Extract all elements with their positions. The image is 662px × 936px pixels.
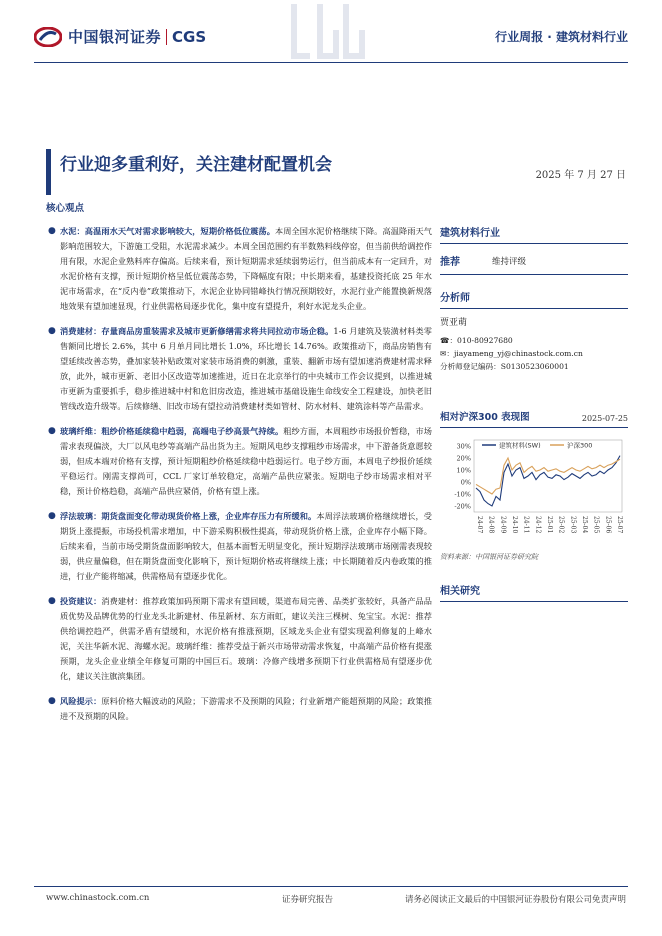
bullet-body: 1-6 月建筑及装潢材料类零售额同比增长 2.6%，其中 6 月单月同比增长 1.0%，环比增长 14.76%。政策推动下，商品房销售有望延续改善态势，叠加家装补贴政策对家装市场消费的刺激，重装、翻新市场有望加速消费建材需求释放，此外，城市更新、老旧小区改造等加速推进，近日在北京举行的中央城市工作会议提到，以推进城市更新为重要抓手，稳步推进城中村和危旧房改造，推进城市基础设施生命线安全工程建设，加快老旧管线改造升级等。后续修缮、旧改市场有望拉动消费建材类如管材、防水材料、建筑涂料等产品需求。: [60, 326, 432, 411]
logo-mark-icon: [34, 27, 62, 47]
chart-y-tick-label: -20%: [454, 502, 471, 511]
bullet-body: 消费建材：推荐政策加码预期下需求有望回暖，渠道布局完善、品类扩张较好，具备产品品质优势及品牌优势的行业龙头北新建材、伟星新材、东方雨虹，建议关注三棵树、兔宝宝。水泥：推荐供给调控趋严，供需矛盾有望缓和，水泥价格有推涨预期，区域龙头企业有望实现盈利修复的上峰水泥，关注华新水泥、海螺水泥。玻璃纤维：推荐受益于新兴市场带动需求恢复，中高端产品价格有提涨预期，龙头企业业绩全年修复可期的中国巨石。玻璃：冷修产线增多预期下行业供需格局有望逐步优化，建议关注旗滨集团。: [60, 596, 432, 681]
bullet-body: 原料价格大幅波动的风险；下游需求不及预期的风险；行业新增产能超预期的风险；政策推进不及预期的风险。: [60, 696, 432, 721]
report-type: 行业周报 · 建筑材料行业: [495, 30, 628, 44]
rating-row: [440, 250, 628, 275]
analyst-section-title: 分析师: [440, 289, 628, 309]
chart-x-tick-label: 25-01: [546, 516, 553, 534]
chart-legend-label: 沪深300: [567, 441, 593, 450]
chart-svg: [440, 432, 628, 550]
page-title: 行业迎多重利好，关注建材配置机会: [60, 155, 332, 175]
footer-divider: [34, 886, 628, 887]
bullet-consumer-materials: [46, 324, 432, 414]
chart-series-building-materials: [476, 456, 620, 506]
bullet-body: 本周全国水泥价格继续下降。高温降雨天气影响范围较大，下游施工受阻，水泥需求减少。本周全国范围约有半数熟料线停窑，但当前供给调控作用有限，水泥企业熟料库存偏高。后续来看，预计短期需求延续弱势运行，但当前成本有一定回升，对水泥价格有支撑，预计短期价格呈低位震荡态势，下降幅度有限；中长期来看，基建投资托底 25 年水泥市场需求，在“反内卷”政策推动下，水泥企业协同错峰执行情况预期较好，水泥行业产能置换新规落地效果有望加速显现，行业供需格局逐步优化，集中度有望提升，利好水泥龙头企业。: [60, 226, 432, 311]
bullet-cement: [46, 224, 432, 314]
chart-legend-label: 建筑材料(SW): [499, 441, 541, 450]
chart-y-tick-label: 20%: [456, 454, 471, 463]
bullet-heading: 投资建议：: [60, 596, 102, 606]
rating-label: 推荐: [440, 257, 460, 268]
core-views-label: 核心观点: [46, 203, 85, 214]
page-header: [0, 0, 662, 70]
chart-x-tick-label: 24-12: [534, 516, 542, 534]
bullet-heading: 风险提示：: [60, 696, 102, 706]
chart-x-tick-label: 24-10: [511, 516, 518, 534]
bullet-body: 粗纱方面，本周粗纱市场报价暂稳，市场需求表现偏淡，大厂以风电纱等高端产品出货为主。短期风电纱支撑粗纱市场需求，中下游备货意愿较弱，但成本端对价格有支撑，预计短期粗纱价格延续稳中趋弱运行。电子纱方面，本周电子纱报价延续平稳运行。刚需支撑尚可，CCL 厂家订单较稳定，高端产品供应紧张。短期电子纱市场需求相对平稳，预计价格趋稳，高端产品供应紧俏，价格有望上涨。: [60, 426, 432, 496]
bullet-text: [60, 224, 432, 314]
header-watermark-icon: [290, 0, 368, 62]
logo-separator: [166, 29, 167, 45]
bullet-icon: ●: [48, 596, 56, 606]
chart-plot-area: [474, 440, 622, 512]
bullet-text: [60, 694, 432, 724]
bullet-icon: ●: [48, 226, 56, 236]
chart-source: 资料来源：中国银河证券研究院: [440, 553, 538, 561]
bullet-float-glass: [46, 509, 432, 584]
relative-performance-chart: [440, 432, 628, 550]
chart-x-tick-label: 24-08: [487, 516, 495, 534]
footer-doc-type: 证券研究报告: [282, 895, 334, 905]
bullet-text: [60, 594, 432, 684]
bullet-icon: ●: [48, 511, 56, 521]
title-accent-bar: [46, 149, 51, 195]
chart-x-tick-label: 24-07: [476, 516, 483, 534]
industry-title: 建筑材料行业: [440, 224, 628, 244]
analyst-name: 贾亚萌: [440, 318, 468, 328]
chart-y-tick-label: -10%: [454, 490, 471, 499]
footer-disclaimer: 请务必阅读正文最后的中国银河证券股份有限公司免责声明: [404, 895, 626, 905]
bullet-text: [60, 324, 432, 414]
chart-x-tick-label: 25-05: [592, 516, 600, 534]
bullet-investment-advice: [46, 594, 432, 684]
bullet-icon: ●: [48, 326, 56, 336]
chart-y-tick-label: 10%: [456, 466, 471, 475]
chart-date: 2025-07-25: [581, 414, 628, 423]
chart-x-tick-label: 25-02: [557, 516, 565, 534]
chart-x-tick-label: 24-11: [522, 516, 530, 534]
chart-x-tick-label: 25-03: [569, 516, 577, 534]
analyst-email[interactable]: ✉：jiayameng_yj@chinastock.com.cn: [440, 349, 583, 358]
bullet-heading: 消费建材：存量商品房重装需求及城市更新修缮需求将共同拉动市场企稳。: [60, 326, 334, 336]
header-divider: [34, 62, 628, 63]
chart-x-tick-label: 25-06: [604, 516, 612, 534]
bullet-icon: ●: [48, 696, 56, 706]
bullet-body: 本周浮法玻璃价格继续增长，受期货上涨提振，市场投机需求增加，中下游采购积极性提高，带动现货价格上涨，企业库存小幅下降。后续来看，当前市场受期货盘面影响较大，但基本面暂无明显变化，预计短期浮法玻璃市场刚需表现较弱，供应量偏稳，但在期货盘面变化影响下，预计短期价格或将继续上涨；中长期随着反内卷政策的推进，行业产能将缩减，供需格局有望逐步优化。: [60, 511, 432, 581]
chart-y-tick-label: 0%: [460, 478, 471, 487]
bullet-risk-warning: [46, 694, 432, 724]
bullet-text: [60, 424, 432, 499]
chart-title: 相对沪深300 表现图: [440, 412, 530, 423]
bullet-heading: 玻璃纤维：粗纱价格延续稳中趋弱，高端电子纱高景气持续。: [60, 426, 284, 436]
chart-x-tick-label: 25-07: [616, 516, 623, 534]
chart-y-tick-label: 30%: [456, 442, 471, 451]
main-content: [46, 224, 432, 734]
bullet-glass-fiber: [46, 424, 432, 499]
report-date: 2025 年 7 月 27 日: [535, 170, 626, 181]
chart-x-tick-label: 25-04: [581, 516, 588, 534]
logo-text-en: CGS: [172, 27, 207, 46]
sidebar: [440, 224, 628, 602]
analyst-phone: ☎：010-80927680: [440, 336, 513, 345]
bullet-icon: ●: [48, 426, 56, 436]
bullet-text: [60, 509, 432, 584]
chart-x-tick-label: 24-09: [499, 516, 507, 534]
analyst-cert: 分析师登记编码：S0130523060001: [440, 362, 569, 371]
company-logo: [34, 26, 206, 47]
chart-series-csi300: [476, 458, 620, 494]
bullet-heading: 水泥：高温雨水天气对需求影响较大，短期价格低位震荡。: [60, 226, 275, 236]
rating-value: 维持评级: [492, 256, 527, 267]
logo-text-cn: 中国银河证券: [68, 28, 162, 46]
bullet-heading: 浮法玻璃：期货盘面变化带动现货价格上涨，企业库存压力有所缓和。: [60, 511, 317, 521]
related-research-title: 相关研究: [440, 582, 628, 602]
footer-website[interactable]: www.chinastock.com.cn: [46, 893, 150, 903]
chart-header: [440, 409, 628, 428]
